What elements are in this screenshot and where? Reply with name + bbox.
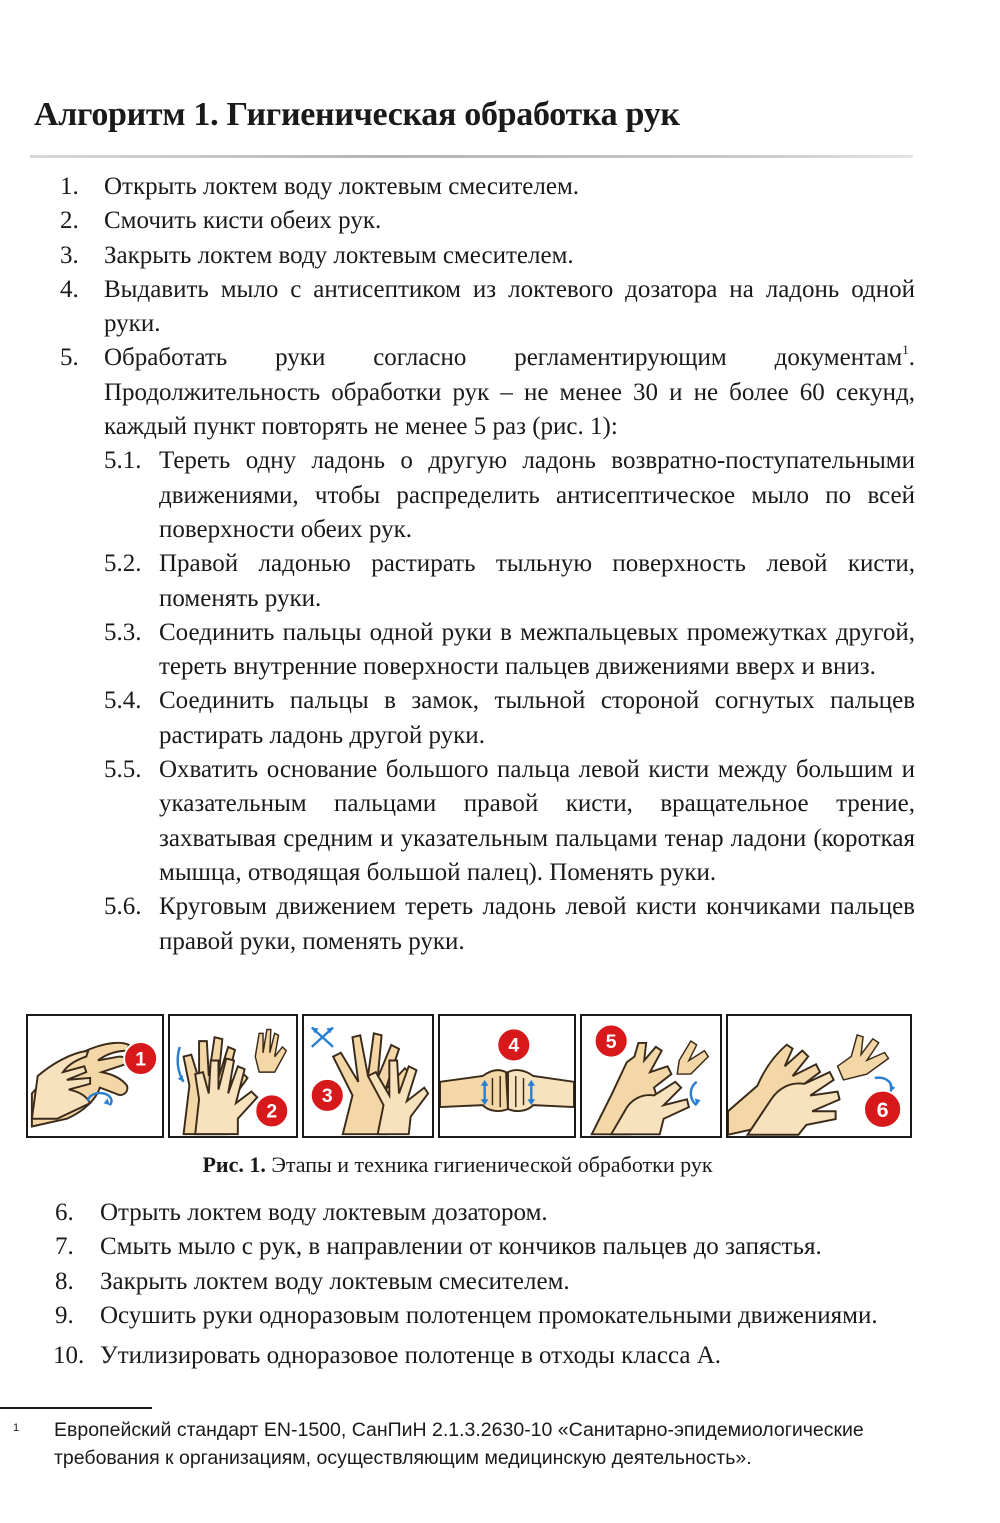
step-badge-number: 2: [266, 1100, 278, 1123]
step-number: 7.: [55, 1233, 74, 1261]
step-number: 10.: [53, 1342, 85, 1370]
title-underline: [30, 155, 913, 158]
substep-5-1: [0, 444, 915, 547]
figure-panel-1: [26, 1014, 164, 1138]
step-number: 5.: [60, 344, 79, 372]
step-text: Смыть мыло с рук, в направлении от кончиков пальцев до запястья.: [100, 1233, 822, 1261]
step-text: Открыть локтем воду локтевым смесителем.: [104, 173, 580, 200]
substep-5-2: [0, 547, 915, 616]
substep-text: Тереть одну ладонь о другую ладонь возвратно-поступательными движениями, чтобы распределить антисептическое мыло по всей поверхности обеих рук.: [159, 447, 915, 543]
hands-back-rub-icon: [170, 1016, 296, 1136]
step-9: [0, 1299, 915, 1333]
step-badge-number: 3: [321, 1085, 333, 1108]
substep-text: Соединить пальцы в замок, тыльной стороной согнутых пальцев растирать ладонь другой руки.: [159, 687, 915, 749]
step-number: 6.: [55, 1199, 74, 1226]
step-text: Отрыть локтем воду локтевым дозатором.: [100, 1199, 548, 1226]
figure-panel-6: [726, 1014, 912, 1138]
substep-number: 5.5.: [104, 756, 142, 784]
step-number: 1.: [60, 173, 79, 200]
step-number: 2.: [60, 207, 79, 235]
substep-number: 5.3.: [104, 618, 142, 646]
step-2: [0, 204, 915, 238]
substep-number: 5.2.: [104, 550, 142, 578]
substep-number: 5.1.: [104, 447, 142, 475]
step-badge-number: 5: [605, 1030, 617, 1053]
hands-thumb-rotate-icon: [582, 1016, 720, 1136]
substep-text: Охватить основание большого пальца левой кисти между большим и указательным пальцами правой кисти, вращательное трение, захватывая средним и указательным пальцами тенар ладони (короткая мышца, отводящая большой палец). Поменять руки.: [159, 756, 915, 886]
footnote-divider: [0, 1407, 152, 1409]
step-3: [0, 239, 915, 273]
substep-5-6: [0, 890, 915, 959]
steps-list-1: [0, 170, 915, 959]
step-badge-number: 4: [508, 1034, 520, 1057]
step-5: [0, 341, 915, 444]
step-text-part: Обработать руки согласно регламентирующим документам: [104, 344, 903, 372]
step-badge-number: 6: [876, 1098, 889, 1123]
substep-5-5: [0, 753, 915, 890]
step-text: Закрыть локтем воду локтевым смесителем.: [100, 1267, 570, 1295]
figure-panel-2: [168, 1014, 298, 1138]
footnote-text: Европейский стандарт EN-1500, СанПиН 2.1.3.2630-10 «Санитарно-эпидемиологические требования к организациям, осуществляющим медицинскую деятельность».: [54, 1419, 864, 1469]
footnote: [0, 1416, 915, 1472]
substep-number: 5.4.: [104, 687, 142, 715]
step-text-part: . Продолжительность обработки рук – не менее 30 и не более 60 секунд, каждый пункт повторять не менее 5 раз (рис. 1):: [104, 344, 915, 441]
substep-5-3: [0, 616, 915, 685]
step-4: [0, 273, 915, 342]
handwash-figure: [26, 1014, 912, 1138]
step-6: [0, 1196, 915, 1230]
hands-fingertips-circle-icon: [728, 1016, 910, 1136]
step-text: Закрыть локтем воду локтевым смесителем.: [104, 241, 574, 269]
substep-text: Круговым движением тереть ладонь левой кисти кончиками пальцев правой руки, поменять руки.: [159, 893, 915, 955]
hands-locked-fingers-icon: [440, 1016, 574, 1136]
footnote-reference[interactable]: 1: [902, 342, 909, 358]
figure-panel-5: [580, 1014, 722, 1138]
step-badge-number: 1: [135, 1048, 147, 1071]
step-number: 9.: [55, 1301, 74, 1329]
caption-label: Рис. 1.: [202, 1152, 266, 1177]
steps-list-2: [0, 1196, 915, 1373]
page-title: Алгоритм 1. Гигиеническая обработка рук: [34, 96, 680, 133]
footnote-mark: 1: [13, 1422, 20, 1434]
figure-panel-4: [438, 1014, 576, 1138]
step-text: Смочить кисти обеих рук.: [104, 207, 382, 235]
substep-text: Правой ладонью растирать тыльную поверхность левой кисти, поменять руки.: [159, 550, 915, 612]
caption-text: Этапы и техника гигиенической обработки рук: [271, 1152, 713, 1177]
substep-text: Соединить пальцы одной руки в межпальцевых промежутках другой, тереть внутренние поверхности пальцев движениями вверх и вниз.: [159, 618, 915, 681]
figure-caption: [0, 1152, 915, 1178]
step-7: [0, 1230, 915, 1264]
figure-panel-3: [302, 1014, 434, 1138]
substep-number: 5.6.: [104, 893, 142, 921]
step-text: Выдавить мыло с антисептиком из локтевого дозатора на ладонь одной руки.: [104, 275, 915, 338]
hands-palm-to-palm-icon: [28, 1016, 162, 1136]
step-8: [0, 1265, 915, 1299]
substep-5-4: [0, 684, 915, 753]
step-text: Осушить руки одноразовым полотенцем промокательными движениями.: [100, 1301, 878, 1329]
step-number: 4.: [60, 275, 79, 303]
step-number: 8.: [55, 1267, 74, 1295]
step-10: [0, 1339, 915, 1373]
step-text: Утилизировать одноразовое полотенце в отходы класса А.: [100, 1342, 722, 1370]
hands-interlaced-icon: [304, 1016, 432, 1136]
step-1: [0, 170, 915, 204]
step-number: 3.: [60, 241, 79, 269]
